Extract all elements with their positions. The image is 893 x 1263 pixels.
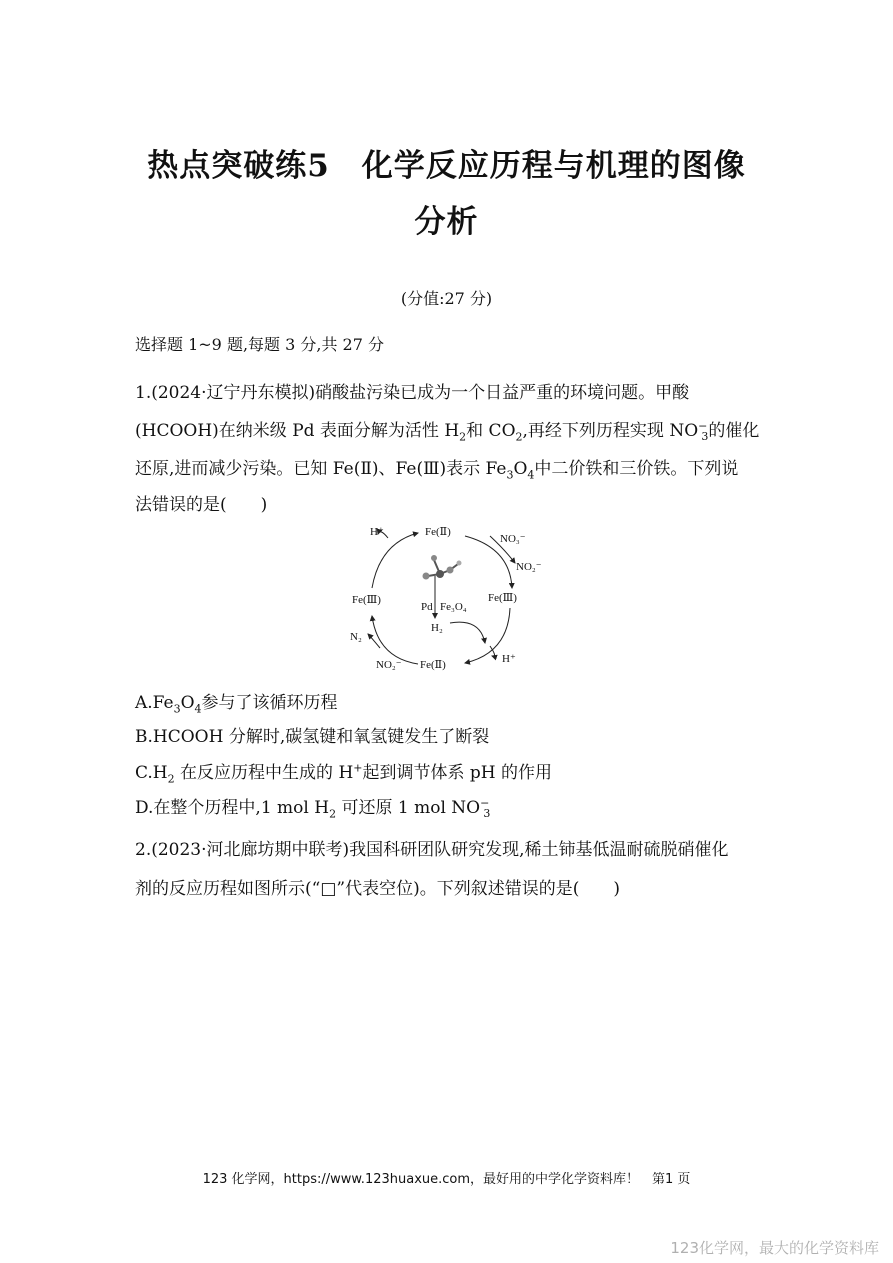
q1-option-b: B.HCOOH 分解时,碳氢键和氧氢键发生了断裂: [135, 727, 490, 747]
q1-option-a: $A.Fe_3O_4$参与了该循环历程: [135, 693, 338, 716]
label-fe3-left: Fe(Ⅲ): [352, 594, 381, 606]
label-no2-right: NO₂⁻: [516, 561, 542, 573]
label-n2: N₂: [350, 631, 362, 643]
q1-option-c: $C.H_2$ 在反应历程中生成的 H+起到调节体系 pH 的作用: [135, 761, 553, 786]
label-pd: Pd: [421, 601, 433, 613]
q1-line4: 法错误的是( ): [135, 495, 268, 515]
q1-line1: 1.(2024·辽宁丹东模拟)硝酸盐污染已成为一个日益严重的环境问题。甲酸: [135, 383, 690, 403]
label-h-plus-top: H⁺: [370, 526, 384, 538]
q2-line2: 剂的反应历程如图所示(“□”代表空位)。下列叙述错误的是( ): [135, 879, 620, 899]
q1-line3: 还原,进而减少污染。已知 Fe(Ⅱ)、Fe(Ⅲ)表示 $Fe_3O_4$中二价铁和三价铁。下列说: [135, 459, 739, 482]
q2-line1: 2.(2023·河北廊坊期中联考)我国科研团队研究发现,稀土铈基低温耐硫脱硝催化: [135, 840, 729, 860]
section-heading: 选择题 1~9 题,每题 3 分,共 27 分: [135, 335, 384, 354]
page-footer: 123 化学网，https://www.123huaxue.com，最好用的中学化学资料库！ 第1 页: [202, 1172, 691, 1187]
q1-line2: (HCOOH)在纳米级 Pd 表面分解为活性 $H_2$和 $CO_2$,再经下列历程实现 $NO^-_3$的催化: [135, 419, 760, 444]
page-title-line2: 分析: [414, 204, 479, 240]
reaction-cycle-diagram: [340, 518, 550, 680]
page-title-line1: 热点突破练5 化学反应历程与机理的图像: [147, 148, 746, 184]
label-no2-left: NO₂⁻: [376, 659, 402, 671]
label-fe2-top: Fe(Ⅱ): [425, 526, 451, 538]
label-fe3-right: Fe(Ⅲ): [488, 592, 517, 604]
watermark: 123化学网，最大的化学资料库: [670, 1239, 879, 1257]
label-no3: NO₃⁻: [500, 533, 526, 545]
label-fe2-bottom: Fe(Ⅱ): [420, 659, 446, 671]
label-h2: H₂: [431, 622, 443, 634]
q1-option-d: D.在整个历程中,1 mol $H_2$ 可还原 1 mol $NO^-_3$: [135, 796, 491, 821]
score-note: (分值:27 分): [400, 289, 493, 308]
label-fe3o4: Fe₃O₄: [440, 601, 467, 613]
label-h-plus-bottom: H⁺: [502, 653, 516, 665]
